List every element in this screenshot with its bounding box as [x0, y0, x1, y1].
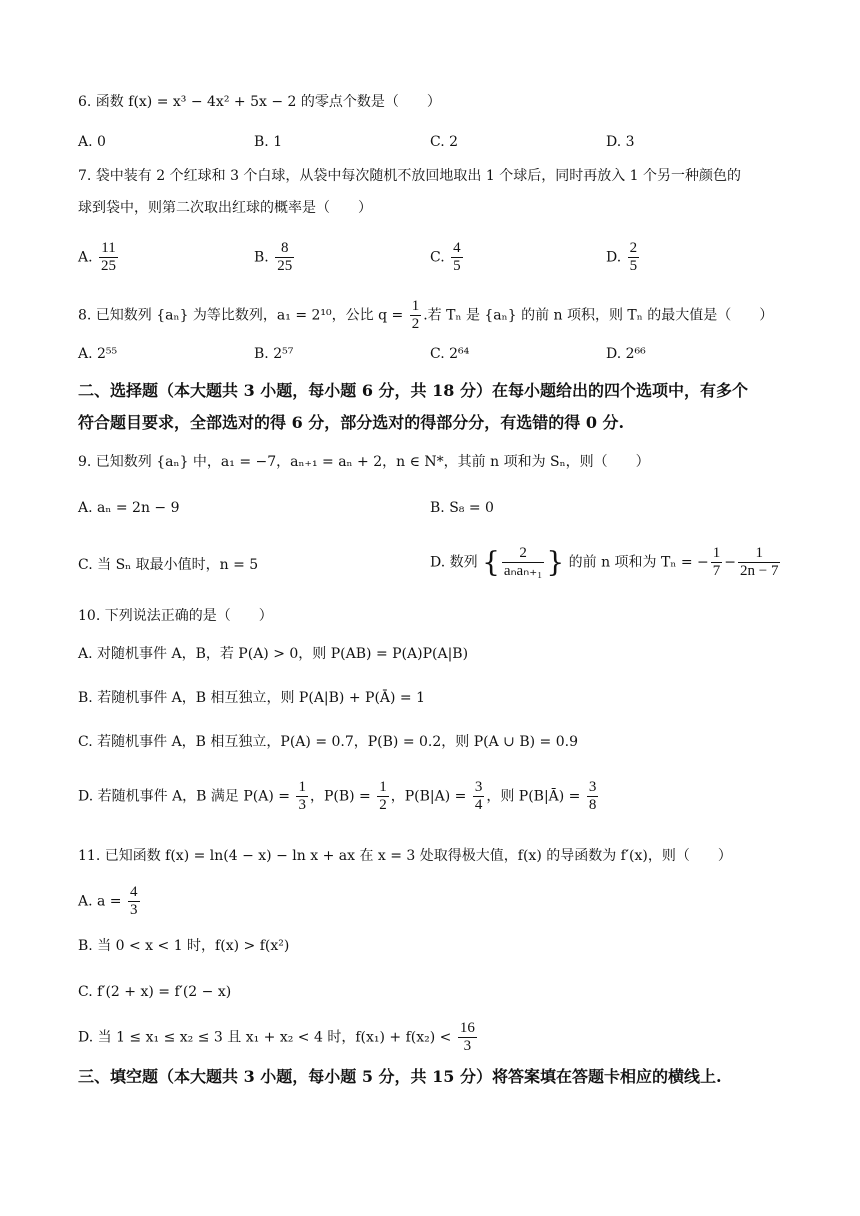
question-9-stem: 9. 已知数列 {aₙ} 中，a₁ = −7，aₙ₊₁ = aₙ + 2，n ∈ N*，其前 n 项和为 Sₙ，则（ ） [78, 454, 650, 470]
q11-option-b: B. 当 0 < x < 1 时，f(x) > f(x²) [78, 938, 290, 954]
q10-option-d: D. 若随机事件 A，B 满足 P(A) = $\frac{1}{3}$ ，P(B) = $\frac{1}{2}$ ，P(B|A) = $\frac{3}{4}$ ，则 P(B|Ā) = $\frac{3}{8}$ [78, 779, 597, 813]
q7-option-a: A. $\frac{11}{25}$ [78, 240, 117, 274]
q9-option-c: C. 当 Sₙ 取最小值时，n = 5 [78, 557, 259, 573]
q11-option-c: C. f′(2 + x) = f′(2 − x) [78, 984, 232, 1000]
section-3-heading: 三、填空题（本大题共 3 小题，每小题 5 分，共 15 分）将答案填在答题卡相应的横线上. [78, 1067, 722, 1086]
question-11-stem: 11. 已知函数 f(x) = ln(4 − x) − ln x + ax 在 x = 3 处取得极大值，f(x) 的导函数为 f′(x)，则（ ） [78, 848, 732, 864]
q9-option-a: A. aₙ = 2n − 9 [78, 500, 180, 516]
question-10-stem: 10. 下列说法正确的是（ ） [78, 608, 273, 624]
q10-option-c: C. 若随机事件 A，B 相互独立，P(A) = 0.7，P(B) = 0.2，则 P(A ∪ B) = 0.9 [78, 734, 579, 750]
q9-option-b: B. S₈ = 0 [430, 500, 494, 516]
question-8-stem: 8. 已知数列 {aₙ} 为等比数列，a₁ = 2¹⁰，公比 q = $\frac{1}{2}$ .若 Tₙ 是 {aₙ} 的前 n 项积，则 Tₙ 的最大值是（ ） [78, 298, 774, 332]
q6-option-d: D. 3 [606, 134, 635, 150]
question-7-stem-line1: 7. 袋中装有 2 个红球和 3 个白球，从袋中每次随机不放回地取出 1 个球后，同时再放入 1 个另一种颜色的 [78, 168, 742, 184]
q11-option-d: D. 当 1 ≤ x₁ ≤ x₂ ≤ 3 且 x₁ + x₂ < 4 时，f(x₁) + f(x₂) < $\frac{16}{3}$ [78, 1020, 475, 1054]
q7-option-d: D. $\frac{2}{5}$ [606, 240, 638, 274]
section-2-heading-line2: 符合题目要求，全部选对的得 6 分，部分选对的得部分分，有选错的得 0 分. [78, 413, 625, 432]
q11-option-a: A. a = $\frac{4}{3}$ [78, 884, 138, 918]
q6-option-c: C. 2 [430, 134, 459, 150]
q7-option-c: C. $\frac{4}{5}$ [430, 240, 461, 274]
q6-option-b: B. 1 [254, 134, 283, 150]
question-6-stem: 6. 函数 f(x) = x³ − 4x² + 5x − 2 的零点个数是（ ） [78, 94, 441, 110]
q10-option-b: B. 若随机事件 A，B 相互独立，则 P(A|B) + P(Ā) = 1 [78, 690, 426, 706]
q9-option-d: D. 数列 { $\frac{2}{\text{aₙaₙ₊₁}}$ } 的前 n 项和为 Tₙ = − $\frac{1}{7}$ − $\frac{1}{2n - 7}$ [430, 545, 779, 579]
q10-option-a: A. 对随机事件 A，B，若 P(A) > 0，则 P(AB) = P(A)P(A|B) [78, 646, 469, 662]
section-2-heading-line1: 二、选择题（本大题共 3 小题，每小题 6 分，共 18 分）在每小题给出的四个选项中，有多个 [78, 381, 748, 400]
q8-option-d: D. 2⁶⁶ [606, 346, 646, 362]
q8-option-a: A. 2⁵⁵ [78, 346, 118, 362]
q8-option-c: C. 2⁶⁴ [430, 346, 470, 362]
q8-option-b: B. 2⁵⁷ [254, 346, 294, 362]
q6-option-a: A. 0 [78, 134, 106, 150]
question-7-stem-line2: 球到袋中，则第二次取出红球的概率是（ ） [78, 200, 372, 216]
q7-option-b: B. $\frac{8}{25}$ [254, 240, 293, 274]
